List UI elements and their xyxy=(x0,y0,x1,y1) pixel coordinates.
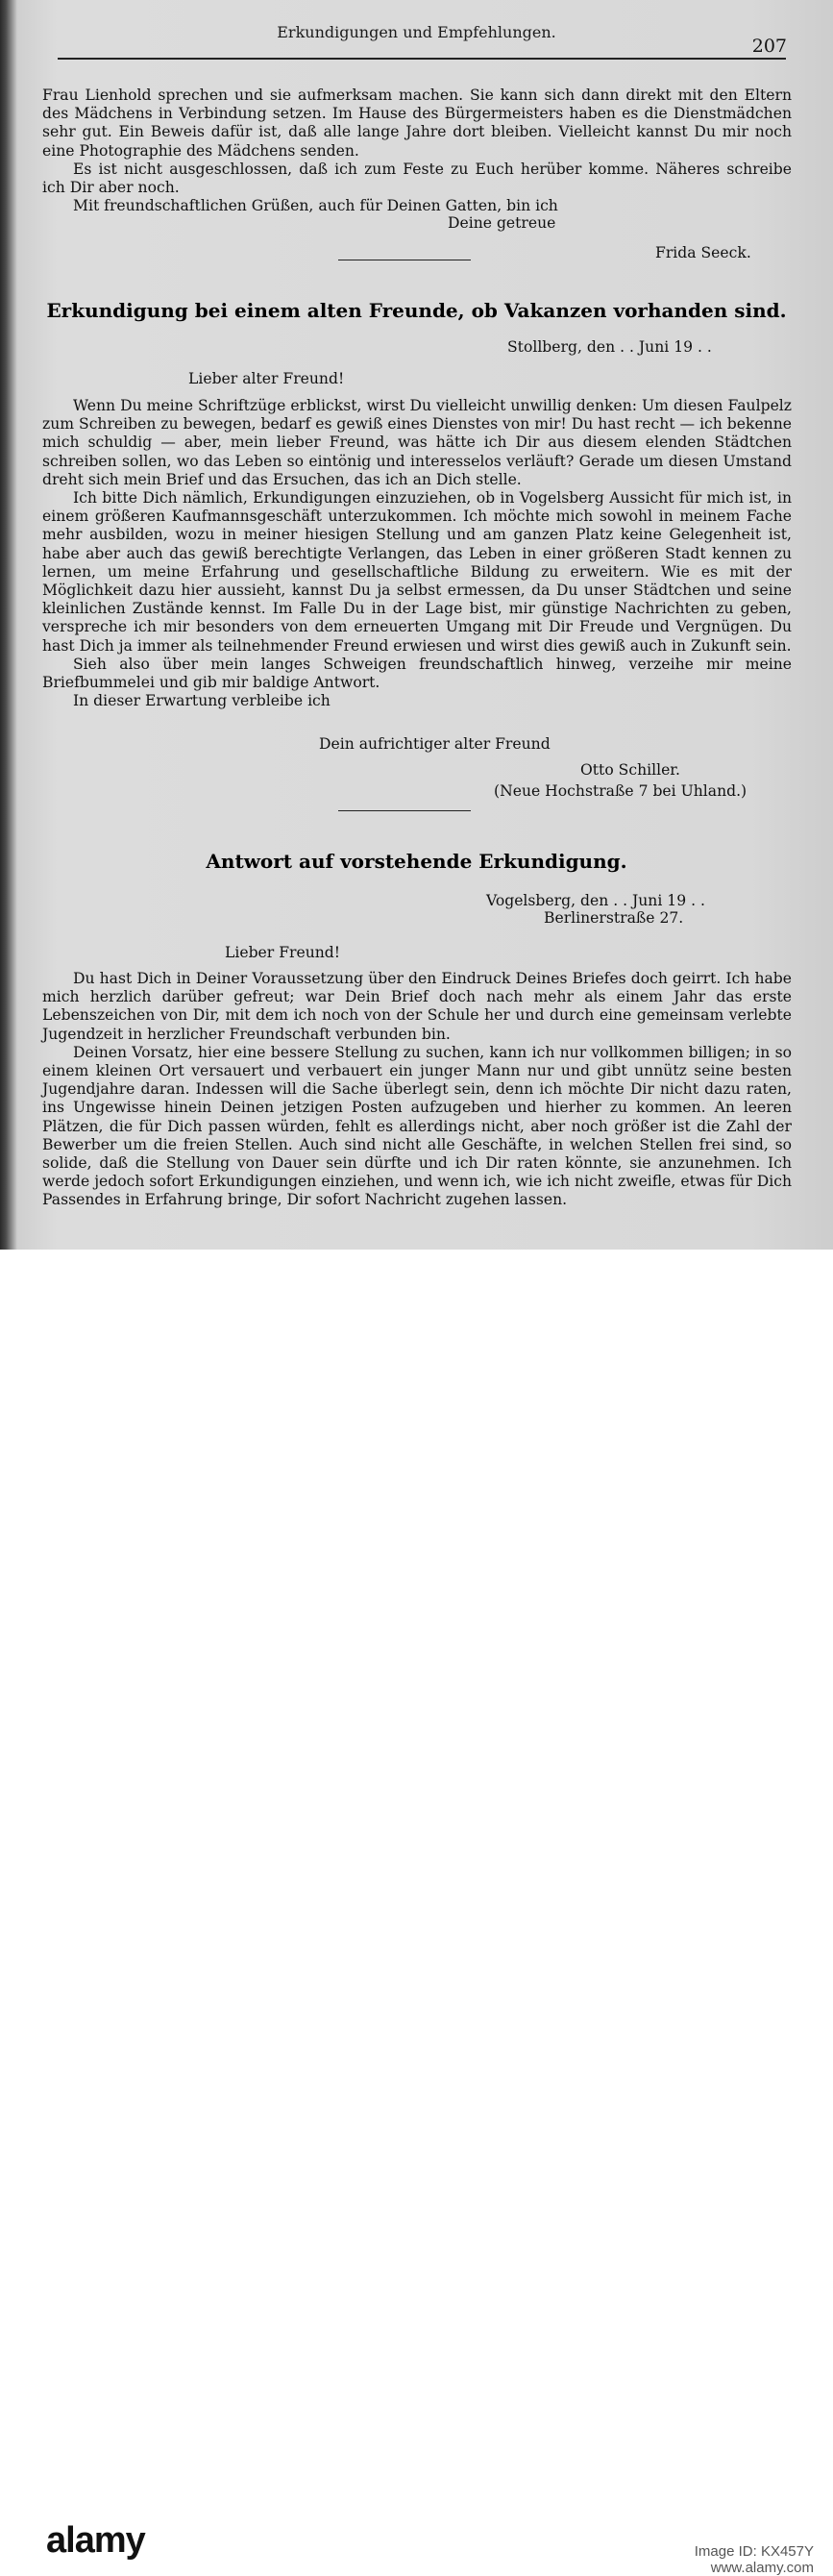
letter2-body xyxy=(42,397,792,710)
paragraph: Sieh also über mein langes Schweigen freundschaftlich hinweg, verzeihe mir meine Briefbummelei und gib mir baldige Antwort. xyxy=(42,655,792,692)
letter3-salutation: Lieber Freund! xyxy=(225,944,341,961)
letter3-title: Antwort auf vorstehende Erkundigung. xyxy=(206,850,627,873)
watermark-footer xyxy=(0,1250,833,2576)
header-rule xyxy=(58,58,786,60)
paragraph: Mit freundschaftlichen Grüßen, auch für Deinen Gatten, bin ich xyxy=(73,197,558,215)
letter3-place-date: Vogelsberg, den . . Juni 19 . . xyxy=(486,892,705,909)
letter2-address: (Neue Hochstraße 7 bei Uhland.) xyxy=(494,782,747,800)
paragraph: Wenn Du meine Schriftzüge erblickst, wirst Du vielleicht unwillig denken: Um diesen Faulpelz zum Schreiben zu bewegen, bedarf es gewiß eines Dienstes von mir! Du hast recht — ich bekenne mich schuldig — aber, mein lieber Freund, was hätte ich Dir aus diesem elenden Städtchen schreiben sollen, wo das Leben so eintönig und interesselos verläuft? Gerade um diesen Umstand dreht sich mein Brief und das Ersuchen, das ich an Dich stelle. xyxy=(42,397,792,488)
paragraph: Es ist nicht ausgeschlossen, daß ich zum Feste zu Euch herüber komme. Näheres schreibe ich Dir aber noch. xyxy=(42,160,792,197)
paragraph: In dieser Erwartung verbleibe ich xyxy=(73,692,331,710)
letter3-street: Berlinerstraße 27. xyxy=(544,909,684,927)
image-info xyxy=(695,2543,814,2576)
letter1-signature: Frida Seeck. xyxy=(655,244,751,261)
page-number: 207 xyxy=(751,36,787,57)
section-divider xyxy=(338,810,471,811)
letter2-signature: Otto Schiller. xyxy=(580,761,681,779)
paragraph: Ich bitte Dich nämlich, Erkundigungen einzuziehen, ob in Vogelsberg Aussicht für mich ist, in einem größeren Kaufmannsgeschäft unterzukommen. Ich möchte mich sowohl in meinem Fache mehr ausbilden, wozu in meiner hiesigen Stellung und am ganzen Platz keine Gelegenheit ist, habe aber auch das gewiß berechtigte Verlangen, das Leben in einer größeren Stadt kennen zu lernen, um meine Erfahrung und gesellschaftliche Bildung zu erweitern. Wie es mit der Möglichkeit dazu hier aussieht, kannst Du ja selbst ermessen, da Du unser Städtchen und seine kleinlichen Zustände kennst. Im Falle Du in der Lage bist, mir günstige Nachrichten zu geben, verspreche ich mir besonders von dem erneuerten Umgang mit Dir Freude und Vergnügen. Du hast Dich ja immer als teilnehmender Freund erwiesen und wirst dies gewiß auch in Zukunft sein. xyxy=(42,489,792,655)
running-header: Erkundigungen und Empfehlungen. xyxy=(277,23,556,41)
letter2-closing: Dein aufrichtiger alter Freund xyxy=(319,735,551,753)
book-page xyxy=(0,0,833,1250)
letter2-place-date: Stollberg, den . . Juni 19 . . xyxy=(507,338,712,356)
letter1-body xyxy=(42,87,792,215)
letter2-title: Erkundigung bei einem alten Freunde, ob Vakanzen vorhanden sind. xyxy=(46,299,787,322)
paragraph: Deinen Vorsatz, hier eine bessere Stellung zu suchen, kann ich nur vollkommen billigen; in so einem kleinen Ort versauert und verbauert ein junger Mann nur und gibt unnütz seine besten Jugendjahre daran. Indessen will die Sache überlegt sein, denn ich möchte Dir nicht dazu raten, ins Ungewisse hinein Deinen jetzigen Posten aufzugeben und hierher zu kommen. An leeren Plätzen, die für Dich passen würden, fehlt es allerdings nicht, aber noch größer ist die Zahl der Bewerber um die freien Stellen. Auch sind nicht alle Geschäfte, in welchen Stellen frei sind, so solide, daß die Stellung von Dauer sein dürfte und ich Dir raten könnte, sie anzunehmen. Ich werde jedoch sofort Erkundigungen einziehen, und wenn ich, wie ich nicht zweifle, etwas für Dich Passendes in Erfahrung bringe, Dir sofort Nachricht zugehen lassen. xyxy=(42,1043,792,1209)
paragraph: Frau Lienhold sprechen und sie aufmerksam machen. Sie kann sich dann direkt mit den Eltern des Mädchens in Verbindung setzen. Im Hause des Bürgermeisters haben es die Dienstmädchen sehr gut. Ein Beweis dafür ist, daß alle lange Jahre dort bleiben. Vielleicht kannst Du mir noch eine Photographie des Mädchens senden. xyxy=(42,87,792,160)
image-id: Image ID: KX457Y xyxy=(694,2543,814,2560)
letter1-closing: Deine getreue xyxy=(448,214,556,232)
paragraph: Du hast Dich in Deiner Voraussetzung über den Eindruck Deines Briefes doch geirrt. Ich habe mich herzlich darüber gefreut; war Dein Brief doch nach mehr als einem Jahr das erste Lebenszeichen von Dir, mit dem ich noch von der Schule her und durch eine gemeinsam verlebte Jugendzeit in herzlicher Freundschaft verbunden bin. xyxy=(42,970,792,1043)
letter2-salutation: Lieber alter Freund! xyxy=(188,370,345,387)
alamy-logo: alamy xyxy=(46,2520,145,2561)
site-url: www.alamy.com xyxy=(710,2560,814,2576)
letter3-body xyxy=(42,970,792,1210)
